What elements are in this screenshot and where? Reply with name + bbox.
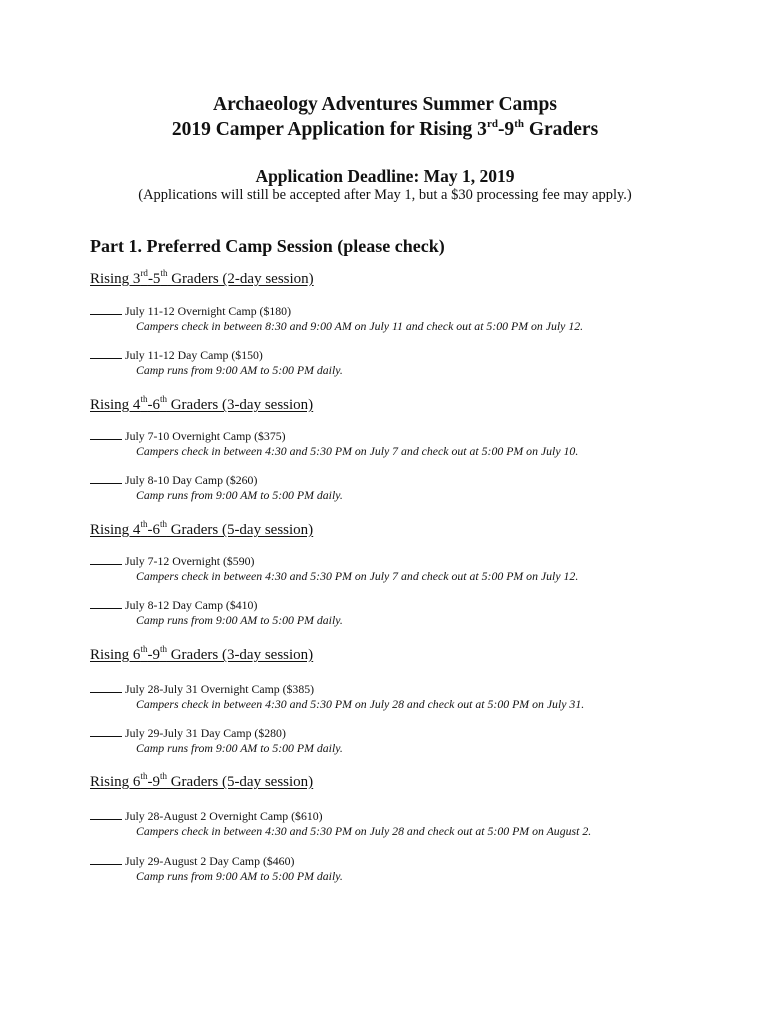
title-sup-2: th — [514, 117, 524, 130]
application-deadline: Application Deadline: May 1, 2019 — [255, 166, 515, 186]
session-option-detail: Campers check in between 4:30 and 5:30 PM on July 7 and check out at 5:00 PM on July 10. — [136, 444, 579, 458]
session-option-detail: Camp runs from 9:00 AM to 5:00 PM daily. — [136, 363, 343, 377]
checkbox-blank-line[interactable] — [90, 474, 122, 484]
session-option — [90, 304, 730, 334]
checkbox-blank-line[interactable] — [90, 349, 122, 359]
group-text-mid: -6 — [147, 397, 160, 413]
group-text-mid: -5 — [147, 271, 161, 287]
title-text-pre: 2019 Camper Application for Rising 3 — [171, 119, 487, 140]
document-title-line-2 — [0, 118, 770, 142]
session-option — [90, 682, 730, 712]
session-option-label: July 28-August 2 Overnight Camp ($610) — [125, 809, 323, 823]
session-option-detail: Camp runs from 9:00 AM to 5:00 PM daily. — [136, 741, 343, 755]
session-option-label: July 11-12 Overnight Camp ($180) — [125, 304, 292, 318]
session-group-heading — [90, 771, 314, 791]
group-sup-1: th — [140, 519, 148, 529]
session-option — [90, 429, 730, 459]
checkbox-blank-line[interactable] — [90, 810, 122, 820]
session-option-label: July 11-12 Day Camp ($150) — [125, 348, 263, 362]
group-text-post: Graders (5-day session) — [166, 774, 314, 790]
group-text-mid: -9 — [147, 647, 160, 663]
session-option-label: July 7-10 Overnight Camp ($375) — [125, 429, 286, 443]
session-option — [90, 809, 730, 839]
group-text-pre: Rising 3 — [90, 271, 141, 287]
group-text-pre: Rising 6 — [90, 647, 141, 663]
session-option-detail: Campers check in between 4:30 and 5:30 PM on July 28 and check out at 5:00 PM on August 2. — [136, 824, 592, 838]
session-option — [90, 598, 730, 628]
session-option — [90, 854, 730, 884]
checkbox-blank-line[interactable] — [90, 305, 122, 315]
group-text-post: Graders (3-day session) — [166, 397, 314, 413]
deadline-note: (Applications will still be accepted after May 1, but a $30 processing fee may apply.) — [138, 187, 632, 203]
title-text-post: Graders — [523, 119, 599, 140]
session-group-heading — [90, 644, 314, 664]
session-option-label: July 29-August 2 Day Camp ($460) — [125, 854, 295, 868]
checkbox-blank-line[interactable] — [90, 855, 122, 865]
group-sup-2: th — [159, 644, 167, 654]
session-option-detail: Campers check in between 4:30 and 5:30 PM on July 28 and check out at 5:00 PM on July 31. — [136, 697, 585, 711]
group-sup-2: th — [159, 771, 167, 781]
checkbox-blank-line[interactable] — [90, 683, 122, 693]
session-option-detail: Camp runs from 9:00 AM to 5:00 PM daily. — [136, 613, 343, 627]
group-sup-1: rd — [140, 268, 148, 278]
group-text-pre: Rising 6 — [90, 774, 141, 790]
session-option-detail: Camp runs from 9:00 AM to 5:00 PM daily. — [136, 869, 343, 883]
group-text-post: Graders (2-day session) — [167, 271, 314, 287]
session-option — [90, 726, 730, 756]
session-option — [90, 473, 730, 503]
checkbox-blank-line[interactable] — [90, 555, 122, 565]
title-text-mid: -9 — [497, 119, 515, 140]
group-sup-2: th — [159, 394, 167, 404]
session-option — [90, 554, 730, 584]
session-option-label: July 8-10 Day Camp ($260) — [125, 473, 258, 487]
session-group-heading — [90, 519, 314, 539]
session-group-heading — [90, 268, 314, 288]
group-text-post: Graders (5-day session) — [166, 522, 314, 538]
session-option-label: July 29-July 31 Day Camp ($280) — [125, 726, 286, 740]
checkbox-blank-line[interactable] — [90, 727, 122, 737]
session-option-detail: Campers check in between 8:30 and 9:00 AM on July 11 and check out at 5:00 PM on July 12. — [136, 319, 584, 333]
session-option — [90, 348, 730, 378]
group-sup-2: th — [160, 268, 168, 278]
session-group-heading — [90, 394, 314, 414]
session-option-label: July 8-12 Day Camp ($410) — [125, 598, 258, 612]
session-option-detail: Camp runs from 9:00 AM to 5:00 PM daily. — [136, 488, 343, 502]
group-text-pre: Rising 4 — [90, 522, 141, 538]
session-option-label: July 7-12 Overnight ($590) — [125, 554, 255, 568]
part-1-heading: Part 1. Preferred Camp Session (please check) — [90, 236, 445, 256]
document-title-line-1: Archaeology Adventures Summer Camps — [213, 94, 557, 115]
group-text-pre: Rising 4 — [90, 397, 141, 413]
title-sup-1: rd — [486, 117, 498, 130]
group-sup-1: th — [140, 771, 148, 781]
group-sup-1: th — [140, 394, 148, 404]
session-option-detail: Campers check in between 4:30 and 5:30 PM on July 7 and check out at 5:00 PM on July 12. — [136, 569, 579, 583]
group-text-mid: -6 — [147, 522, 160, 538]
group-sup-2: th — [159, 519, 167, 529]
group-sup-1: th — [140, 644, 148, 654]
session-option-label: July 28-July 31 Overnight Camp ($385) — [125, 682, 315, 696]
group-text-mid: -9 — [147, 774, 160, 790]
checkbox-blank-line[interactable] — [90, 430, 122, 440]
checkbox-blank-line[interactable] — [90, 599, 122, 609]
group-text-post: Graders (3-day session) — [166, 647, 314, 663]
